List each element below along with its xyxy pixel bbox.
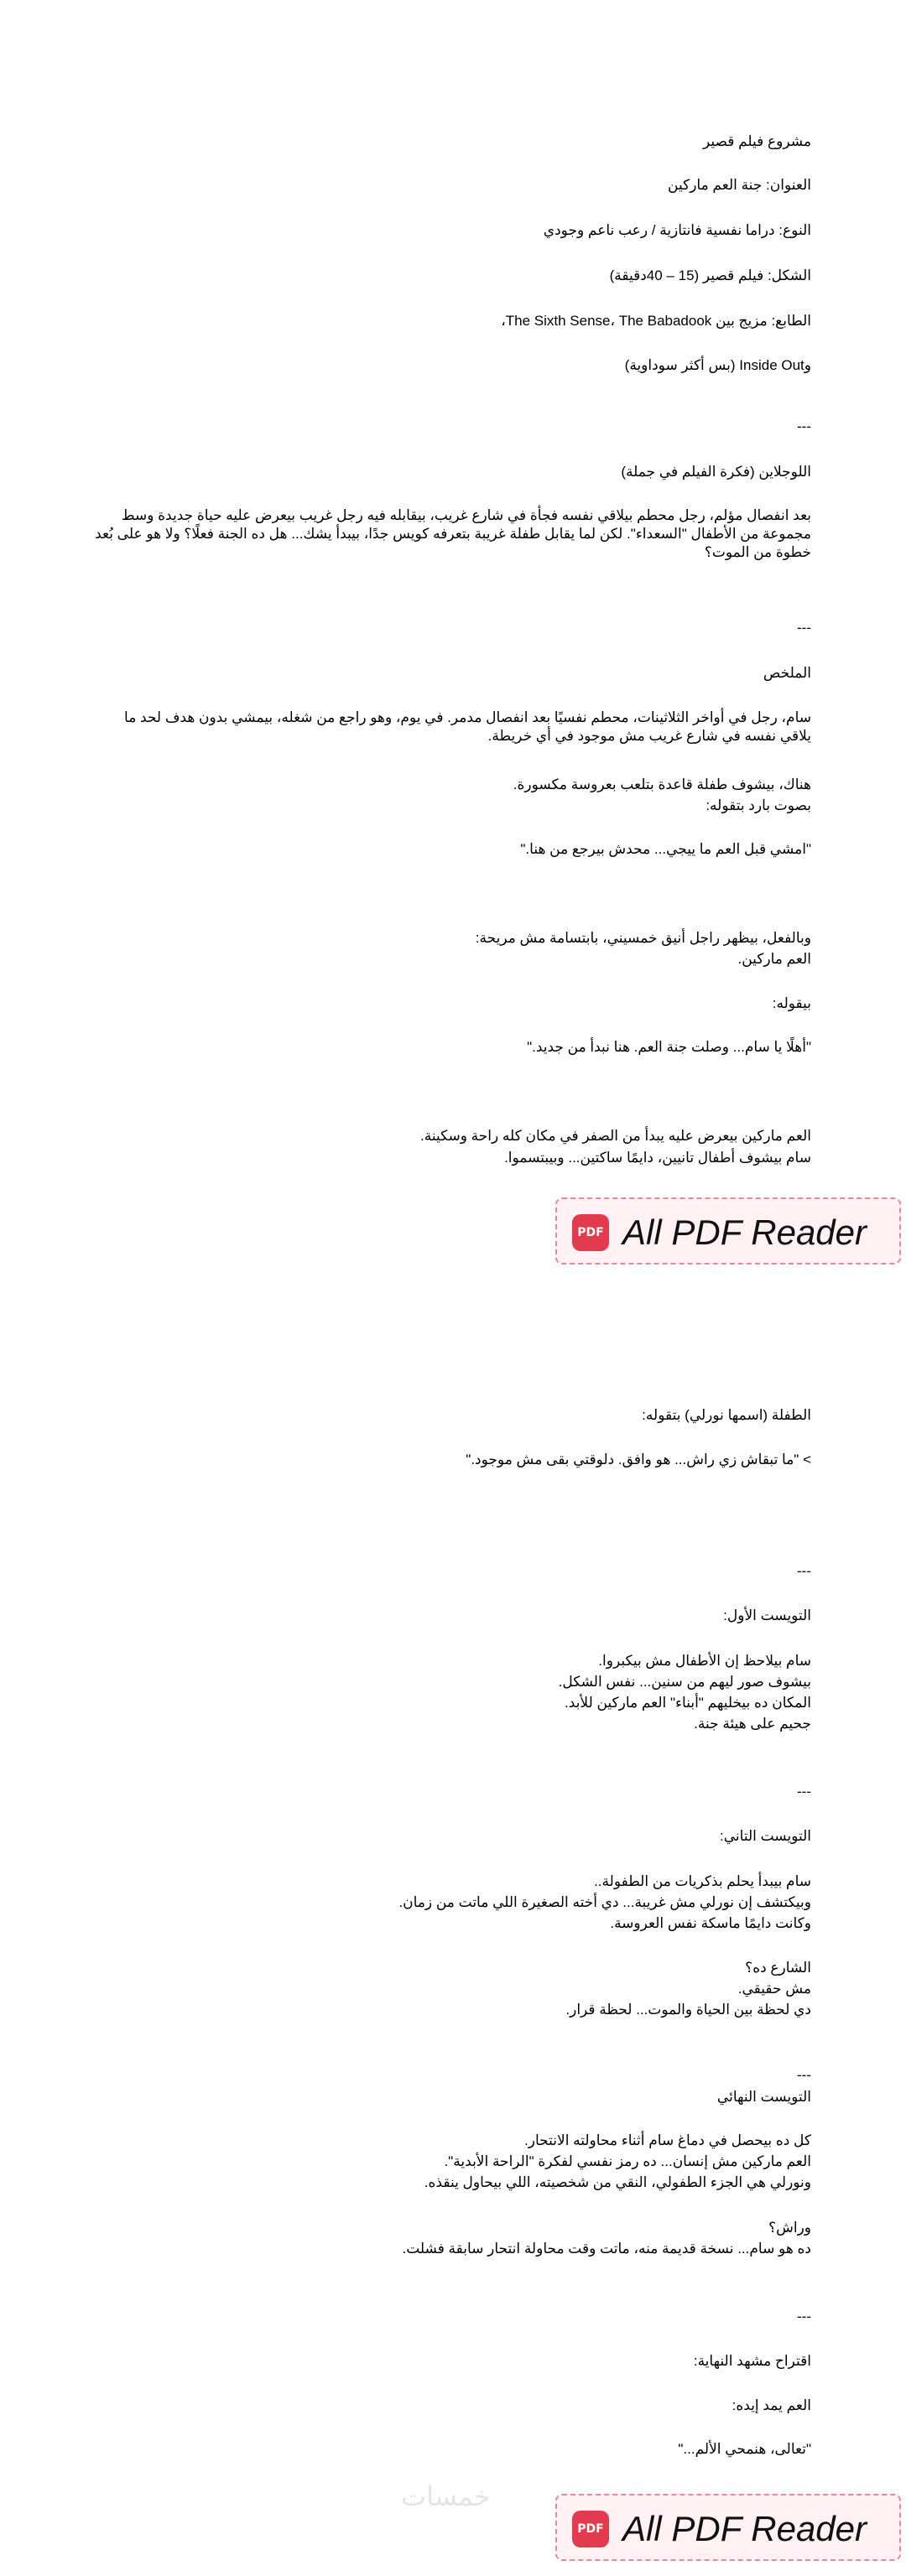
logline-paragraph: بعد انفصال مؤلم، رجل محطم بيلاقي نفسه فجأة في شارع غريب، بيقابله فيه رجل غريب بيعرض عليه حياة جديدة وسط مجموعة من الأطفال "السعداء". لكن لما يقابل طفلة غريبة بتعرفه كويس جدًا، بيبدأ يشك... هل ده الجنة فعلًا؟ ولا هو على بُعد خطوة من الموت؟ xyxy=(95,507,811,560)
doc-heading: مشروع فيلم قصير xyxy=(702,133,811,149)
norli-quote: > "ما تبقاش زي راش... هو وافق. دلوقتي بقى مش موجود." xyxy=(466,1452,811,1467)
doc-line: دي لحظة بين الحياة والموت... لحظة قرار. xyxy=(565,2002,811,2018)
separator: --- xyxy=(797,418,811,434)
doc-line: جحيم على هيئة جنة. xyxy=(694,1716,811,1732)
film-title: العنوان: جنة العم ماركين xyxy=(668,177,811,193)
doc-line: المكان ده بيخليهم "أبناء" العم ماركين للأبد. xyxy=(565,1695,811,1711)
twist-2-heading: التويست التاني: xyxy=(720,1828,811,1844)
welcome-quote: "أهلًا يا سام... وصلت جنة العم. هنا نبدأ من جديد." xyxy=(527,1039,811,1055)
separator: --- xyxy=(797,1784,811,1800)
film-tone: الطابع: مزيج بين The Sixth Sense، The Babadook، xyxy=(501,313,811,329)
document-page-2 xyxy=(0,1275,906,2576)
summary-line: بصوت بارد بتقوله: xyxy=(706,797,811,813)
doc-line: كل ده بيحصل في دماغ سام أثناء محاولته الانتحار. xyxy=(524,2132,811,2148)
ending-quote: "تعالى، هنمحي الألم..." xyxy=(678,2441,811,2457)
logline-heading: اللوجلاين (فكرة الفيلم في جملة) xyxy=(621,464,811,480)
brand-name: All PDF Reader xyxy=(622,1213,867,1252)
girl-quote: "امشي قبل العم ما ييجي... محدش بيرجع من هنا." xyxy=(520,841,811,857)
summary-line: العم ماركين. xyxy=(737,951,811,967)
summary-line: وبالفعل، بيظهر راجل أنيق خمسيني، بابتسامة مش مريحة: xyxy=(475,930,811,946)
doc-line: ده هو سام... نسخة قديمة منه، ماتت وقت محاولة انتحار سابقة فشلت. xyxy=(402,2241,811,2257)
brand-name: All PDF Reader xyxy=(622,2509,867,2548)
separator: --- xyxy=(797,1563,811,1579)
summary-paragraph: سام، رجل في أواخر الثلاثينات، محطم نفسيًا بعد انفصال مدمر. في يوم، وهو راجع من شغله، بيمشي بدون هدف لحد ما يلاقي نفسه في شارع غريب مش موجود في أي خريطة. xyxy=(124,709,811,744)
separator: --- xyxy=(797,2067,811,2083)
doc-line: بيشوف صور ليهم من سنين... نفس الشكل. xyxy=(558,1674,811,1690)
separator: --- xyxy=(797,620,811,636)
ending-heading: اقتراح مشهد النهاية: xyxy=(693,2353,811,2369)
film-genre: النوع: دراما نفسية فانتازية / رعب ناعم وجودي xyxy=(543,222,811,238)
doc-line: وكانت دايمًا ماسكة نفس العروسة. xyxy=(610,1915,811,1931)
khamsat-watermark: خمسات xyxy=(401,2480,491,2512)
summary-line: هناك، بيشوف طفلة قاعدة بتلعب بعروسة مكسورة. xyxy=(513,776,811,792)
doc-line: وراش؟ xyxy=(768,2220,811,2236)
all-pdf-reader-badge[interactable] xyxy=(555,1197,901,1265)
twist-1-heading: التويست الأول: xyxy=(723,1607,811,1623)
doc-line: وبيكتشف إن نورلي مش غريبة... دي أخته الصغيرة اللي ماتت من زمان. xyxy=(398,1894,811,1910)
document-page-1 xyxy=(0,0,906,1275)
summary-line: بيقوله: xyxy=(772,995,811,1011)
doc-line: سام بيلاحظ إن الأطفال مش بيكبروا. xyxy=(598,1653,811,1669)
doc-line: العم ماركين مش إنسان... ده رمز نفسي لفكرة "الراحة الأبدية". xyxy=(444,2153,811,2169)
separator: --- xyxy=(797,2309,811,2324)
doc-line: الطفلة (اسمها نورلي) بتقوله: xyxy=(642,1407,811,1423)
summary-heading: الملخص xyxy=(763,665,811,681)
summary-line: سام بيشوف أطفال تانيين، دايمًا ساكتين... وبيبتسموا. xyxy=(504,1150,811,1166)
doc-line: مش حقيقي. xyxy=(737,1981,811,1997)
final-twist-heading: التويست النهائي xyxy=(716,2089,811,2105)
all-pdf-reader-badge[interactable] xyxy=(555,2494,901,2561)
pdf-icon: PDF xyxy=(572,1214,609,1251)
pdf-icon: PDF xyxy=(572,2511,609,2547)
doc-line: العم يمد إيده: xyxy=(732,2397,811,2413)
doc-line: الشارع ده؟ xyxy=(745,1960,811,1976)
doc-line: ونورلي هي الجزء الطفولي، النقي من شخصيته، اللي بيحاول ينقذه. xyxy=(424,2174,811,2190)
doc-line: سام بيبدأ يحلم بذكريات من الطفولة.. xyxy=(594,1873,811,1889)
film-format: الشكل: فيلم قصير (15 – 40دقيقة) xyxy=(609,267,811,283)
film-tone-continued: وInside Out (بس أكثر سوداوية) xyxy=(624,357,811,373)
summary-line: العم ماركين بيعرض عليه يبدأ من الصفر في مكان كله راحة وسكينة. xyxy=(419,1128,811,1144)
